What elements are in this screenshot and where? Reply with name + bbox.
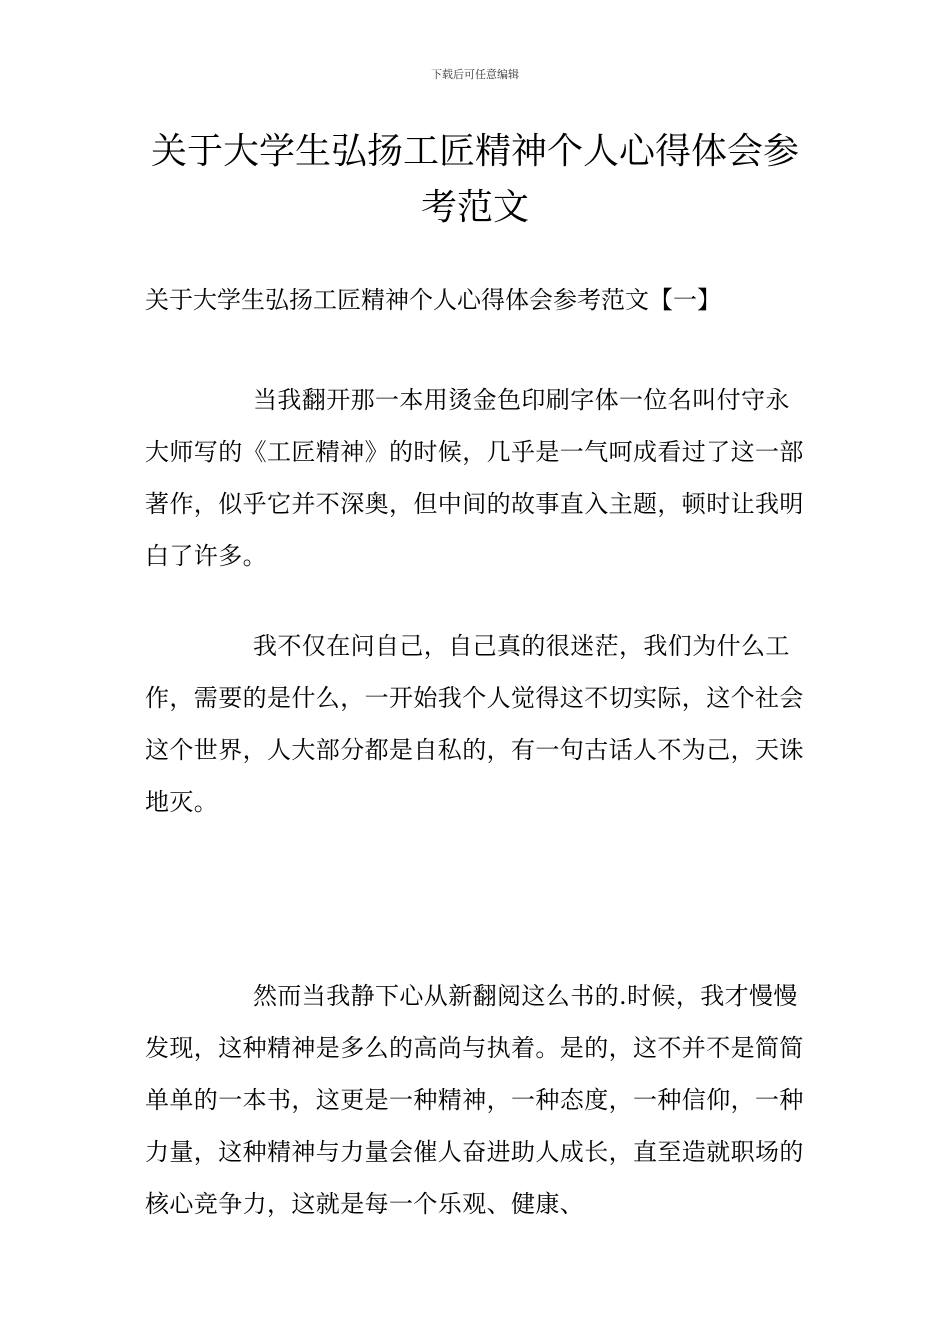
paragraph-2: 我不仅在问自己，自己真的很迷茫，我们为什么工作，需要的是什么，一开始我个人觉得这不切实际，这个社会这个世界，人大部分都是自私的，有一句古话人不为己，天诛地灭。 (145, 632, 804, 816)
paragraph-1: 当我翻开那一本用烫金色印刷字体一位名叫付守永大师写的《工匠精神》的时候，几乎是一气呵成看过了这一部著作，似乎它并不深奥，但中间的故事直入主题，顿时让我明白了许多。 (145, 386, 804, 570)
section-heading: 关于大学生弘扬工匠精神个人心得体会参考范文【一】 (145, 286, 721, 314)
document-title: 关于大学生弘扬工匠精神个人心得体会参考范文 (150, 131, 799, 228)
header-note: 下载后可任意编辑 (431, 68, 519, 81)
paragraph-3: 然而当我静下心从新翻阅这么书的.时候，我才慢慢发现，这种精神是多么的高尚与执着。是的，这不并不是简简单单的一本书，这更是一种精神，一种态度，一种信仰，一种力量，这种精神与力量会催人奋进助人成长，直至造就职场的核心竞争力，这就是每一个乐观、健康、 (145, 982, 804, 1218)
